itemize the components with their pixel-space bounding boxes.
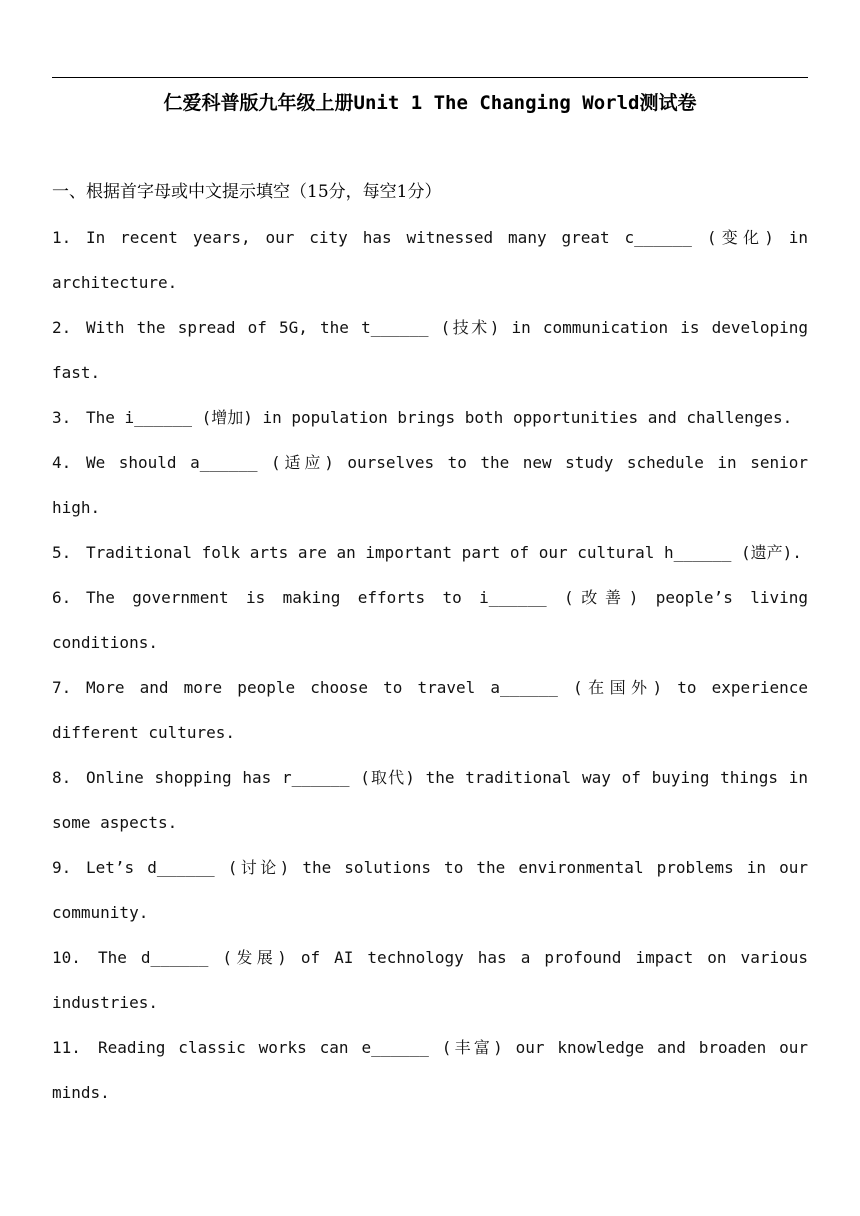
question-number: 7. [52,678,72,697]
question-item [52,395,808,440]
question-number: 11. [52,1038,81,1057]
question-item [52,935,808,1025]
question-item [52,440,808,530]
question-item [52,305,808,395]
question-item [52,665,808,755]
question-text: In recent years, our city has witnessed many great c______ (变化) in architecture. [52,228,808,292]
page-title: 仁爱科普版九年级上册Unit 1 The Changing World测试卷 [163,92,697,114]
section-heading: 一、根据首字母或中文提示填空（15分，每空1分） [52,182,442,202]
question-text: We should a______ (适应) ourselves to the new study schedule in senior high. [52,453,808,517]
question-item [52,530,808,575]
question-text: The d______ (发展) of AI technology has a profound impact on various industries. [52,948,808,1012]
header-rule [52,77,808,78]
question-item [52,1025,808,1115]
question-text: Online shopping has r______ (取代) the traditional way of buying things in some aspects. [52,768,808,832]
question-text: Let’s d______ (讨论) the solutions to the environmental problems in our community. [52,858,808,922]
question-list [52,215,808,1115]
question-number: 8. [52,768,72,787]
question-number: 5. [52,543,72,562]
question-number: 9. [52,858,72,877]
question-text: The government is making efforts to i______ (改善) people’s living conditions. [52,588,808,652]
question-text: Reading classic works can e______ (丰富) our knowledge and broaden our minds. [52,1038,808,1102]
question-item [52,755,808,845]
question-number: 4. [52,453,72,472]
question-number: 10. [52,948,81,967]
question-number: 6. [52,588,72,607]
question-text: More and more people choose to travel a______ (在国外) to experience different cultures. [52,678,808,742]
question-item [52,845,808,935]
question-text: With the spread of 5G, the t______ (技术) in communication is developing fast. [52,318,808,382]
question-item [52,215,808,305]
question-number: 1. [52,228,72,247]
question-item [52,575,808,665]
question-text: Traditional folk arts are an important part of our cultural h______ (遗产). [86,543,802,562]
question-text: The i______ (增加) in population brings both opportunities and challenges. [86,408,793,427]
question-number: 2. [52,318,72,337]
question-number: 3. [52,408,72,427]
